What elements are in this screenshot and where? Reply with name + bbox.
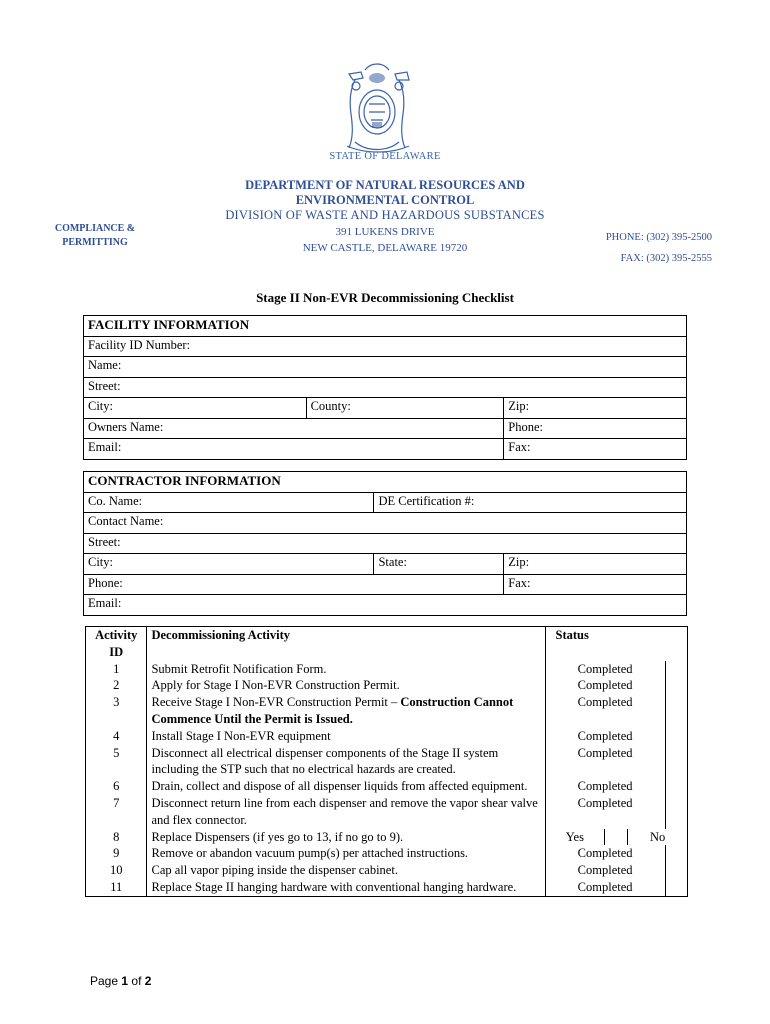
- contractor-state-field[interactable]: State:: [374, 554, 504, 575]
- yes-no-selector: [546, 829, 687, 846]
- facility-heading: FACILITY INFORMATION: [84, 316, 687, 337]
- page-number: Page 1 of 2: [90, 974, 152, 988]
- facility-information-table: [83, 315, 687, 460]
- facility-zip-field[interactable]: Zip:: [504, 398, 687, 419]
- address: 391 LUKENS DRIVE NEW CASTLE, DELAWARE 19720: [302, 226, 468, 254]
- contractor-email-field[interactable]: Email:: [84, 595, 687, 616]
- activity-id-header: Activity ID: [86, 627, 147, 661]
- status-checkbox[interactable]: [665, 745, 687, 779]
- document-title: Stage II Non-EVR Decommissioning Checklist: [256, 290, 514, 305]
- no-option[interactable]: No: [650, 829, 666, 844]
- department-name: DEPARTMENT OF NATURAL RESOURCES AND ENVIRONMENTAL CONTROL: [245, 178, 525, 207]
- table-row: 5 Disconnect all electrical dispenser components of the Stage II system including the STP such that no electrical hazards are created. Completed: [86, 745, 688, 779]
- table-row: 11 Replace Stage II hanging hardware with conventional hanging hardware. Completed: [86, 879, 688, 896]
- yes-no-checkbox[interactable]: [604, 829, 628, 846]
- contractor-heading: CONTRACTOR INFORMATION: [84, 472, 687, 493]
- table-row: 2 Apply for Stage I Non-EVR Construction Permit. Completed: [86, 677, 688, 694]
- status-checkbox[interactable]: [665, 879, 687, 896]
- status-checkbox[interactable]: [665, 862, 687, 879]
- facility-fax-field[interactable]: Fax:: [504, 439, 687, 460]
- table-row: 9 Remove or abandon vacuum pump(s) per attached instructions. Completed: [86, 845, 688, 862]
- table-row: 1 Submit Retrofit Notification Form. Completed: [86, 661, 688, 678]
- state-name: STATE OF DELAWARE: [329, 151, 441, 162]
- table-row: 3 Receive Stage I Non-EVR Construction Permit – Construction Cannot Commence Until the Permit is Issued. Completed: [86, 694, 688, 728]
- table-row: 8 Replace Dispensers (if yes go to 13, if no go to 9). Yes No: [86, 829, 688, 846]
- facility-phone-field[interactable]: Phone:: [504, 418, 687, 439]
- status-checkbox[interactable]: [665, 677, 687, 694]
- decommissioning-activities-table: [85, 626, 688, 897]
- facility-city-field[interactable]: City:: [84, 398, 307, 419]
- table-row: 10 Cap all vapor piping inside the dispenser cabinet. Completed: [86, 862, 688, 879]
- office-phone: PHONE: (302) 395-2500: [605, 232, 712, 243]
- status-checkbox[interactable]: [665, 661, 687, 678]
- contractor-zip-field[interactable]: Zip:: [504, 554, 687, 575]
- delaware-state-seal: [325, 60, 430, 155]
- status-checkbox[interactable]: [665, 778, 687, 795]
- contractor-city-field[interactable]: City:: [84, 554, 374, 575]
- status-checkbox[interactable]: [665, 795, 687, 829]
- facility-street-field[interactable]: Street:: [84, 377, 687, 398]
- status-checkbox[interactable]: [665, 694, 687, 728]
- facility-email-field[interactable]: Email:: [84, 439, 504, 460]
- contractor-co-name-field[interactable]: Co. Name:: [84, 492, 374, 513]
- owners-name-field[interactable]: Owners Name:: [84, 418, 504, 439]
- table-row: 7 Disconnect return line from each dispenser and remove the vapor shear valve and flex connector. Completed: [86, 795, 688, 829]
- status-checkbox[interactable]: [665, 728, 687, 745]
- table-row: 4 Install Stage I Non-EVR equipment Completed: [86, 728, 688, 745]
- office-fax: FAX: (302) 395-2555: [620, 253, 712, 264]
- facility-county-field[interactable]: County:: [306, 398, 504, 419]
- contractor-contact-field[interactable]: Contact Name:: [84, 513, 687, 534]
- facility-id-field[interactable]: Facility ID Number:: [84, 336, 687, 357]
- contractor-certification-field[interactable]: DE Certification #:: [374, 492, 687, 513]
- yes-option[interactable]: Yes: [565, 829, 584, 844]
- contractor-phone-field[interactable]: Phone:: [84, 574, 504, 595]
- status-header: Status: [545, 627, 687, 661]
- section-name: COMPLIANCE & PERMITTING: [54, 223, 136, 248]
- status-checkbox[interactable]: [665, 845, 687, 862]
- table-row: 6 Drain, collect and dispose of all dispenser liquids from affected equipment. Completed: [86, 778, 688, 795]
- contractor-street-field[interactable]: Street:: [84, 533, 687, 554]
- division-name: DIVISION OF WASTE AND HAZARDOUS SUBSTANCES: [225, 208, 545, 222]
- contractor-information-table: [83, 471, 687, 616]
- facility-name-field[interactable]: Name:: [84, 357, 687, 378]
- contractor-fax-field[interactable]: Fax:: [504, 574, 687, 595]
- activity-desc-header: Decommissioning Activity: [147, 627, 545, 661]
